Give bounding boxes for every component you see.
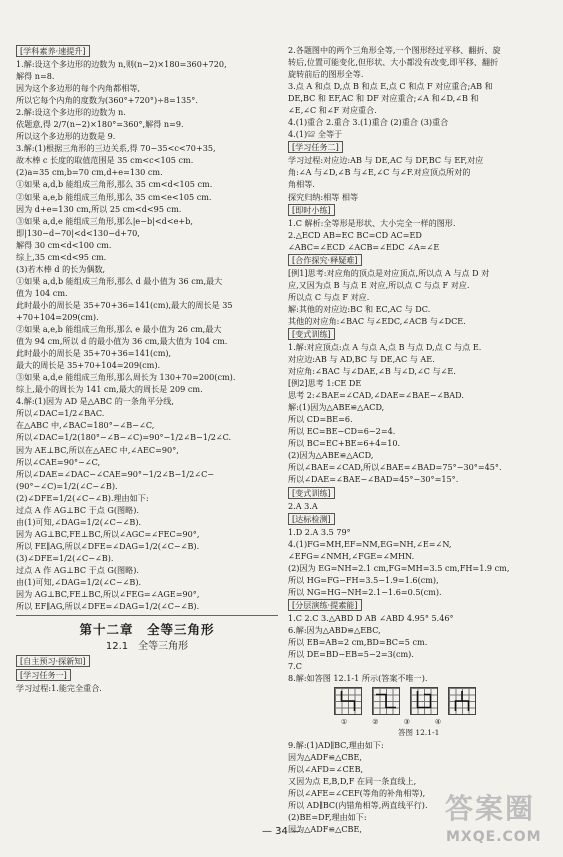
answer-line: 因为 AG⊥BC,FE⊥BC,所以∠AGC=∠FEC=90°, (16, 528, 200, 539)
answer-line: 值为 104 cm. (16, 287, 68, 298)
answer-line: 6.解:因为△ABD≌△EBC, (288, 624, 381, 635)
answer-line: 此时最小的周长是 35+70+36=141(cm),最大的周长是 35 (16, 299, 233, 310)
chapter-title: 第十二章 全等三角形 (79, 622, 215, 638)
grid-figure-4 (448, 687, 476, 715)
answer-line: 综上,35 cm<d<95 cm. (16, 251, 107, 262)
answer-line: 4.(1)重合 2.重合 3.(1)重合 (2)重合 (3)重合 (288, 117, 449, 128)
answer-line: 4.(1)FG=MH,EF=NM,EG=NH,∠E=∠N, (288, 538, 452, 549)
answer-line: (2)因为 EG=NH=2.1 cm,FG=MH=3.5 cm,FH=1.9 cm, (288, 562, 510, 573)
answer-line: 3.解:(1)根据三角形的三边关系,得 70−35<c<70+35, (16, 143, 216, 154)
answer-line: ∠EFG=∠NMH,∠FGE=∠MHN. (288, 550, 415, 561)
answer-line: 由(1)可知,∠DAG=1/2(∠C−∠B). (16, 516, 142, 527)
answer-line: 所以 EC=BE−CD=6−2=4. (288, 426, 396, 437)
answer-line: 7.C (288, 661, 302, 672)
answer-line: [例2]思考 1:CE DE (288, 378, 362, 389)
answer-line: 探究归纳:相等 相等 (288, 191, 359, 202)
section-header-literacy: [学科素养·速提升] (16, 45, 90, 57)
answer-line: 对应边:AB 与 AD,BC 与 DE,AC 与 AE. (288, 353, 435, 364)
answer-line: 最大的周长是 35+70+104=209(cm). (16, 360, 161, 371)
answer-line: ③如果 a,d,e 能组成三角形,那么周长为 130+70=200(cm). (16, 372, 236, 383)
answer-line: 其他的对应角:∠BAC 与∠EDC,∠ACB 与∠DCE. (288, 315, 466, 326)
divider (16, 615, 278, 616)
answer-line: 因为 AE⊥BC,所以在△AEC 中,∠AEC=90°, (16, 444, 179, 455)
answer-line: 又因为点 E,B,D,F 在同一条直线上, (288, 776, 417, 787)
answer-line: 解得 n=8. (16, 71, 55, 82)
answer-line: 所以 HG=FG−FH=3.5−1.9=1.6(cm), (288, 574, 439, 585)
answer-line: 角相等. (288, 179, 315, 190)
answer-line: 因为 d+e=130 cm,所以 25 cm<d<95 cm. (16, 203, 182, 214)
answer-line: 2.A 3.A (288, 500, 318, 511)
answer-line: 所以∠DAC=1/2(180°−∠B−∠C)=90°−1/2∠B−1/2∠C. (16, 432, 232, 443)
answer-line: ③如果 a,d,e 能组成三角形,那么|e−b|<d<e+b, (16, 215, 193, 226)
answer-line: 所以∠DAE=∠BAE−∠BAD=45°−30°=15°. (288, 474, 459, 485)
answer-line: 即|130−d−70|<d<130−d+70, (16, 227, 140, 238)
answer-line: 学习过程:1.能完全重合. (16, 683, 102, 694)
answer-line: 所以 EB=AB=2 cm,BD=BC=5 cm. (288, 636, 428, 647)
answer-line: 应,又因为点 B 与点 E 对应,所以点 C 与点 F 对应. (288, 279, 470, 290)
answer-line: 3.点 A 和点 D,点 B 和点 E,点 C 和点 F 对应重合;AB 和 (288, 81, 493, 92)
answer-line: 过点 A 作 AG⊥BC 于点 G(图略). (16, 504, 139, 515)
answer-line: ①如果 a,d,b 能组成三角形,那么 d 最小值为 36 cm,最大 (16, 275, 223, 286)
answer-line: [例1]思考:对应角的顶点是对应顶点,所以点 A 与点 D 对 (288, 267, 490, 278)
answer-line: 2.解:设这个多边形的边数为 n. (16, 107, 126, 118)
answer-line: 旋转前后的图形全等. (288, 69, 364, 80)
answer-line: 所以∠DAE=∠DAC−∠CAE=90°−1/2∠B−1/2∠C− (16, 468, 215, 479)
answer-line: 所以∠CAE=90°−∠C, (16, 456, 101, 467)
answer-line: 思考 2:∠BAE=∠CAD,∠DAE=∠BAE−∠BAD. (288, 390, 464, 401)
section-header-task1: [学习任务一] (16, 669, 71, 681)
answer-line: 解:(1)因为△ABE≌△ACD, (288, 402, 385, 413)
answer-line: 所以∠AFE=∠CEF(等角的补角相等), (288, 788, 426, 799)
answer-line: 1.解:设这个多边形的边数为 n,则(n−2)×180=360+720, (16, 59, 227, 69)
answer-line: 此时最小的周长是 35+70+36=141(cm), (16, 348, 172, 359)
answer-line: 9.解:(1)AD∥BC,理由如下: (288, 740, 384, 751)
section-header-explore: [合作探究·释疑难] (288, 254, 362, 266)
answer-line: 在△ABC 中,∠BAC=180°−∠B−∠C, (16, 420, 155, 431)
answer-line: 综上,最小的周长为 141 cm,最大的周长是 209 cm. (16, 384, 203, 395)
section-header-variant-1: [变式训练] (288, 328, 335, 340)
right-answers-block-b (288, 154, 550, 202)
answer-line: 4.解:(1)因为 AD 是△ABC 的一条角平分线, (16, 396, 174, 407)
grid-figure-2 (372, 687, 400, 715)
answer-line: 所以 AD∥BC(内错角相等,两直线平行). (288, 800, 428, 811)
answer-line: 由(1)可知,∠DAG=1/2(∠C−∠B). (16, 577, 142, 588)
answer-line: (3)∠DFE=1/2(∠C−∠B). (16, 552, 114, 563)
answer-line: 所以∠AFD=∠CEB, (288, 764, 364, 775)
page-number: — 34 — (261, 826, 302, 837)
answer-figure-grids (334, 687, 550, 715)
answer-line: (2)因为△ABE≌△ACD, (288, 450, 374, 461)
figure-caption: 答图 12.1-1 (398, 728, 440, 738)
answer-line: 2.各题图中的两个三角形全等,一个图形经过平移、翻折、旋 (288, 45, 501, 55)
answer-line: 故木棒 c 长度的取值范围是 35 cm<c<105 cm. (16, 155, 194, 166)
answer-line: (2)BE=DF,理由如下: (288, 812, 367, 823)
answer-line: 8.解:如答图 12.1-1 所示(答案不唯一). (288, 673, 428, 684)
right-answers-block-a (288, 44, 550, 140)
figure-label-2: ② (372, 718, 379, 727)
answer-line: 因为这个多边形的每个内角都相等, (16, 83, 140, 94)
figure-label-4: ④ (434, 718, 442, 727)
section-header-layers: [分层演练·提素能] (288, 599, 362, 611)
answer-line: ∠E,∠C 和∠F 对应重合. (288, 105, 377, 116)
answer-line: ②如果 a,e,b 能组成三角形,那么 e 最小值为 26 cm,最大 (16, 324, 222, 335)
section-header-check: [达标检测] (288, 513, 335, 525)
answer-line: 因为 AG⊥BC,FE⊥BC,所以∠FEG=∠AGE=90°, (16, 589, 200, 600)
left-answers-block (16, 58, 278, 612)
right-answers-block-c (288, 217, 550, 253)
answer-line: 所以点 C 与点 F 对应. (288, 291, 370, 302)
figure-labels (341, 717, 550, 727)
answer-line: 所以 BC=EC+BE=6+4=10. (288, 438, 401, 449)
answer-line: 所以 EF∥AG,所以∠DFE=∠DAG=1/2(∠C−∠B). (16, 601, 200, 612)
right-answers-block-h (288, 612, 550, 684)
answer-line: 对应角:∠BAC 与∠DAE,∠B 与∠D,∠C 与∠E. (288, 366, 456, 377)
answer-line: 2.△ECD AB=EC BC=CD AC=ED (288, 229, 422, 240)
answer-line: 1.C 解析:全等形是形状、大小完全一样的图形. (288, 217, 456, 228)
answer-line: 所以∠DAC=1/2∠BAC. (16, 408, 105, 419)
site-watermark (440, 792, 556, 850)
section-header-preview: [自主预习·探新知] (16, 655, 90, 667)
answer-line: 1.C 2.C 3.△ABD D AB ∠ABD 4.95° 5.46° (288, 612, 454, 623)
answer-line: (2)∠DFE=1/2(∠C−∠B).理由如下: (16, 492, 149, 503)
figure-label-3: ③ (403, 718, 410, 727)
answer-line: ①如果 a,d,b 能组成三角形,那么 35 cm<d<105 cm. (16, 179, 213, 190)
right-answers-block-f (288, 500, 550, 512)
section-title: 12.1 全等三角形 (105, 641, 189, 653)
answer-line: DE,BC 和 EF,AC 和 DF 对应重合;∠A 和∠D,∠B 和 (288, 93, 479, 104)
answer-line: 解:其他的对应边:BC 和 EC,AC 与 DC. (288, 303, 431, 314)
right-answers-block-e (288, 341, 550, 486)
left-task-block (16, 682, 278, 694)
answer-line: 值为 94 cm,所以 d 的最小值为 36 cm,最大值为 104 cm. (16, 336, 228, 347)
left-column (16, 44, 278, 694)
answer-line: 解得 30 cm<d<100 cm. (16, 239, 112, 250)
answer-line: (90°−∠C)=1/2(∠C−∠B). (16, 480, 118, 491)
section-header-variant-2: [变式训练] (288, 487, 335, 499)
answer-line: 所以 DE=BD−EB=5−2=3(cm). (288, 648, 414, 659)
grid-figure-1 (334, 687, 362, 715)
answer-line: (2)a=35 cm,b=70 cm,d+e=130 cm. (16, 167, 163, 178)
figure-label-1: ① (341, 718, 348, 727)
answer-line: ②如果 a,e,b 能组成三角形,那么 35 cm<e<105 cm. (16, 191, 212, 202)
answer-line: (3)若木棒 d 的长为偶数, (16, 263, 106, 274)
answer-line: 因为△ADF≌△CBE, (288, 824, 362, 835)
answer-line: 角:∠A 与∠D,∠B 与∠E,∠C 与∠F.对应顶点所对的 (288, 167, 471, 178)
answer-line: 所以∠BAE=∠CAD,所以∠BAE=∠BAD=75°−30°=45°. (288, 462, 502, 473)
section-header-drill: [即时小练] (288, 204, 335, 216)
answer-line: 4.(1)≌ 全等于 (288, 129, 343, 140)
answer-line: 所以 CD=BE=6. (288, 414, 353, 425)
answer-line: 所以它每个内角的度数为(360°+720°)÷8=135°. (16, 95, 198, 106)
answer-line: 因为△ADF≌△CBE, (288, 752, 362, 763)
answer-line: 转后,位置可能变化,但形状、大小都没有改变,即平移、翻折 (288, 57, 499, 68)
right-answers-block-g (288, 526, 550, 598)
answer-line: 学习过程:对应边:AB 与 DE,AC 与 DF,BC 与 EF,对应 (288, 155, 484, 166)
right-answers-block-d (288, 267, 550, 327)
answer-line: 所以 NG=HG−NH=2.1−1.6=0.5(cm). (288, 586, 442, 597)
answer-line: 1.D 2.A 3.5 79° (288, 526, 351, 537)
answer-line: 依题意,得 2/7(n−2)×180°=360°,解得 n=9. (16, 119, 184, 130)
grid-figure-3 (410, 687, 438, 715)
section-header-task2: [学习任务二] (288, 141, 343, 153)
right-column (288, 44, 550, 835)
watermark-logo-text: 答案圈 (445, 792, 536, 825)
answer-line: ∠ABC=∠ECD ∠ACB=∠EDC ∠A=∠E (288, 241, 440, 252)
answer-line: +70+104=209(cm). (16, 311, 99, 322)
watermark-url: MXQE.COM (446, 829, 542, 845)
answer-line: 过点 A 作 AG⊥BC 于点 G(图略). (16, 564, 139, 575)
answer-line: 所以 FE∥AG,所以∠DFE=∠DAG=1/2(∠C−∠B). (16, 540, 200, 551)
answer-line: 所以这个多边形的边数是 9. (16, 131, 116, 142)
answer-line: 1.解:对应顶点:点 A 与点 A,点 B 与点 D,点 C 与点 E. (288, 341, 482, 352)
